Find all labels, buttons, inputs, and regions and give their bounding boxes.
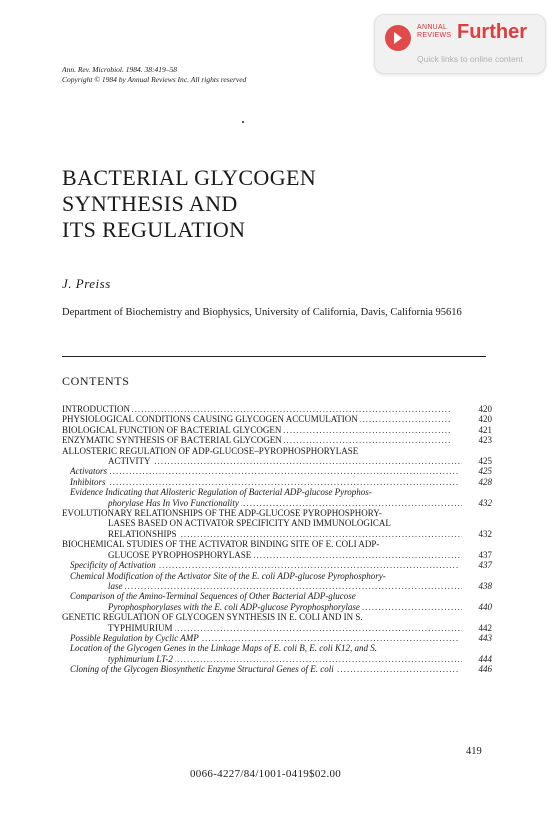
toc-entry-title: Inhibitors	[70, 476, 106, 487]
toc-entry[interactable]	[62, 477, 492, 487]
toc-entry-page: 420	[478, 414, 492, 425]
toc-entry-page: 423	[478, 435, 492, 446]
toc-entry-page: 440	[478, 601, 492, 612]
toc-entry[interactable]	[62, 466, 492, 476]
journal-citation: Ann. Rev. Microbiol. 1984. 38:419–58	[62, 65, 177, 74]
toc-entry-title: GLUCOSE PYROPHOSPHORYLASE	[108, 549, 252, 560]
toc-entry-page: 432	[478, 497, 492, 508]
article-title: BACTERIAL GLYCOGEN SYNTHESIS AND ITS REGULATION	[62, 165, 317, 242]
toc-entry-page: 425	[478, 456, 492, 467]
toc-entry-title: Comparison of the Amino-Terminal Sequences of Other Bacterial ADP-glucose	[70, 591, 356, 602]
toc-entry[interactable]	[62, 623, 492, 633]
toc-entry-title: phorylase Has In Vivo Functionality	[108, 497, 239, 508]
toc-entry[interactable]	[62, 435, 492, 445]
toc-entry-title: Specificity of Activation	[70, 560, 156, 571]
toc-entry-title: ENZYMATIC SYNTHESIS OF BACTERIAL GLYCOGEN	[62, 435, 282, 446]
toc-entry-title: RELATIONSHIPS	[108, 528, 177, 539]
toc-entry-title: Pyrophosphorylases with the E. coli ADP-glucose Pyrophosphorylase	[108, 601, 360, 612]
toc-entry[interactable]	[62, 581, 492, 591]
toc-entry-title: INTRODUCTION	[62, 404, 130, 414]
toc-entry-title: lase	[108, 580, 123, 591]
toc-entry[interactable]	[62, 643, 492, 653]
toc-entry[interactable]	[62, 446, 492, 456]
toc-entry[interactable]	[62, 602, 492, 612]
journal-copyright: Copyright © 1984 by Annual Reviews Inc. All rights reserved	[62, 75, 247, 84]
price-code: 0066-4227/84/1001-0419$02.00	[190, 768, 342, 780]
annual-reviews-logo-icon	[385, 25, 411, 51]
toc-entry[interactable]	[62, 425, 492, 435]
page-number: 419	[466, 746, 482, 757]
table-of-contents	[62, 404, 492, 675]
toc-entry[interactable]	[62, 633, 492, 643]
toc-entry[interactable]	[62, 560, 492, 570]
toc-entry-title: Chemical Modification of the Activator Site of the E. coli ADP-glucose Pyrophosphory-	[70, 570, 386, 581]
toc-entry-page: 432	[478, 528, 492, 539]
toc-entry-title: ACTIVITY	[108, 456, 151, 467]
toc-entry[interactable]	[62, 414, 492, 424]
toc-entry[interactable]	[62, 487, 492, 497]
annual-reviews-wordmark: ANNUAL REVIEWS	[417, 24, 452, 39]
toc-entry[interactable]	[62, 571, 492, 581]
toc-entry-title: ALLOSTERIC REGULATION OF ADP-GLUCOSE–PYROPHOSPHORYLASE	[62, 445, 359, 456]
toc-entry[interactable]	[62, 529, 492, 539]
section-divider	[62, 356, 486, 357]
further-brand: Further	[457, 21, 527, 43]
toc-entry-title: Evidence Indicating that Allosteric Regulation of Bacterial ADP-glucose Pyrophos-	[70, 487, 372, 498]
further-badge[interactable]	[374, 14, 546, 74]
toc-entry-title: Possible Regulation by Cyclic AMP	[70, 632, 199, 643]
toc-entry-title: TYPHIMURIUM	[108, 622, 173, 633]
contents-heading: CONTENTS	[62, 374, 130, 388]
toc-entry-page: 420	[478, 404, 492, 414]
toc-entry-title: Location of the Glycogen Genes in the Linkage Maps of E. coli B, E. coli K12, and S.	[70, 643, 377, 654]
toc-entry-title: BIOLOGICAL FUNCTION OF BACTERIAL GLYCOGEN	[62, 424, 282, 435]
toc-entry[interactable]	[62, 518, 492, 528]
toc-entry[interactable]	[62, 539, 492, 549]
toc-entry-page: 428	[478, 476, 492, 487]
toc-entry-page: 438	[478, 580, 492, 591]
toc-entry-page: 442	[478, 622, 492, 633]
author-affiliation: Department of Biochemistry and Biophysics, University of California, Davis, California 95616	[62, 307, 462, 318]
toc-entry[interactable]	[62, 404, 492, 414]
toc-entry[interactable]	[62, 498, 492, 508]
journal-info	[62, 65, 246, 85]
toc-entry-page: 437	[478, 549, 492, 560]
toc-entry-page: 446	[478, 664, 492, 675]
further-tagline: Quick links to online content	[417, 54, 523, 64]
toc-entry[interactable]	[62, 591, 492, 601]
toc-entry-title: EVOLUTIONARY RELATIONSHIPS OF THE ADP-GLUCOSE PYROPHOSPHORY-	[62, 508, 382, 519]
toc-entry[interactable]	[62, 508, 492, 518]
toc-entry-title: PHYSIOLOGICAL CONDITIONS CAUSING GLYCOGEN ACCUMULATION	[62, 414, 358, 425]
toc-entry[interactable]	[62, 664, 492, 674]
toc-entry-page: 444	[478, 653, 492, 664]
toc-entry-title: BIOCHEMICAL STUDIES OF THE ACTIVATOR BINDING SITE OF E. COLI ADP-	[62, 539, 380, 550]
toc-entry-title: GENETIC REGULATION OF GLYCOGEN SYNTHESIS IN E. COLI AND IN S.	[62, 612, 363, 623]
toc-entry[interactable]	[62, 612, 492, 622]
toc-entry-title: typhimurium LT-2	[108, 653, 173, 664]
toc-entry-page: 425	[478, 466, 492, 477]
toc-entry-title: LASES BASED ON ACTIVATOR SPECIFICITY AND IMMUNOLOGICAL	[108, 518, 391, 529]
toc-entry[interactable]	[62, 654, 492, 664]
toc-entry-title: Cloning of the Glycogen Biosynthetic Enzyme Structural Genes of E. coli	[70, 664, 334, 675]
toc-entry-page: 443	[478, 632, 492, 643]
toc-entry[interactable]	[62, 550, 492, 560]
toc-entry-page: 437	[478, 560, 492, 571]
author-name: J. Preiss	[62, 276, 111, 291]
toc-entry[interactable]	[62, 456, 492, 466]
toc-entry-page: 421	[478, 424, 492, 435]
speck	[242, 121, 244, 123]
toc-entry-title: Activators	[70, 466, 107, 477]
